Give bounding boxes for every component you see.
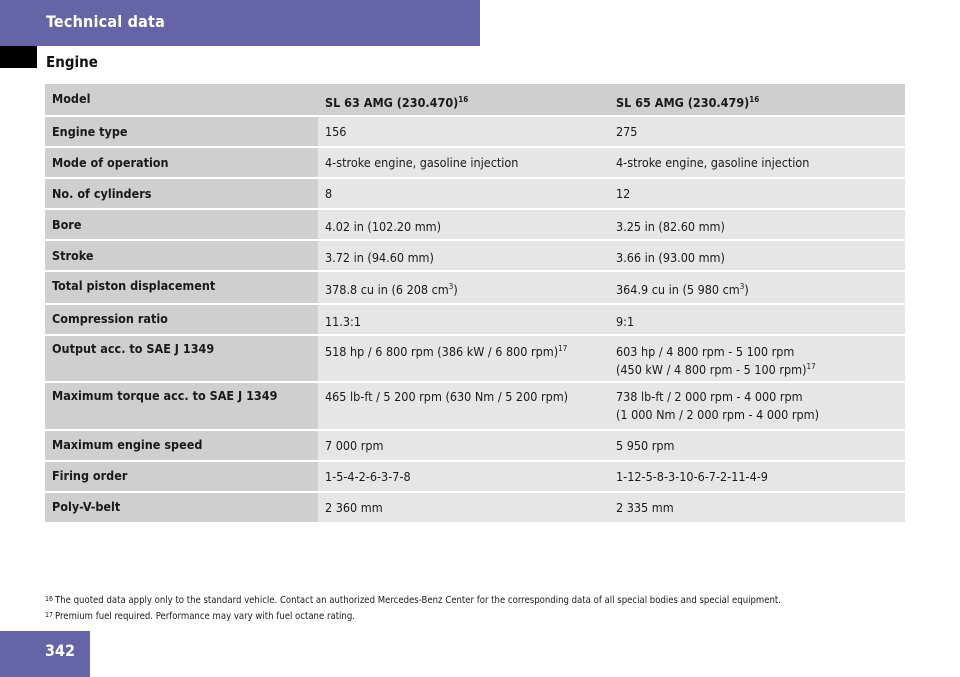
row-value-col1: 4.02 in (102.20 mm) (318, 210, 609, 239)
row-value-col1: 8 (318, 179, 609, 208)
row-label: Poly-V-belt (45, 493, 318, 522)
table-row (45, 493, 905, 522)
row-label: Maximum engine speed (45, 431, 318, 460)
row-value-col1: 1-5-4-2-6-3-7-8 (318, 462, 609, 491)
row-label: Maximum torque acc. to SAE J 1349 (45, 383, 318, 429)
table-row (45, 272, 905, 303)
row-value-col2: 364.9 cu in (5 980 $cm^3$) (609, 272, 905, 303)
chapter-title: Technical data (46, 12, 166, 31)
engine-spec-table (45, 82, 905, 524)
table-row (45, 117, 905, 146)
header-label: Model (45, 84, 318, 115)
header-col1: SL 63 AMG $(230.470)^{16}$ (318, 84, 609, 115)
row-value-col1: 11.3:1 (318, 305, 609, 334)
row-value-col2: 3.66 in (93.00 mm) (609, 241, 905, 270)
table-row (45, 462, 905, 491)
table-row (45, 336, 905, 381)
row-label: Bore (45, 210, 318, 239)
row-value-col2: 5 950 rpm (609, 431, 905, 460)
row-label: Total piston displacement (45, 272, 318, 303)
chapter-tab-marker (0, 46, 37, 68)
row-value-col1: 2 360 mm (318, 493, 609, 522)
row-label: Mode of operation (45, 148, 318, 177)
table-row (45, 305, 905, 334)
row-value-col1: 4-stroke engine, gasoline injection (318, 148, 609, 177)
row-value-col2: 1-12-5-8-3-10-6-7-2-11-4-9 (609, 462, 905, 491)
header-banner (0, 0, 480, 46)
row-label: Engine type (45, 117, 318, 146)
row-value-col2: 9:1 (609, 305, 905, 334)
header-col2: SL 65 AMG $(230.479)^{16}$ (609, 84, 905, 115)
row-value-col1: 156 (318, 117, 609, 146)
table-row (45, 241, 905, 270)
row-label: Output acc. to SAE J 1349 (45, 336, 318, 381)
table-row (45, 179, 905, 208)
row-value-col1: 7 000 rpm (318, 431, 609, 460)
row-label: Stroke (45, 241, 318, 270)
table-row (45, 383, 905, 429)
footnote: $^{17}$ Premium fuel required. Performance may vary with fuel octane rating. (45, 611, 355, 622)
row-value-col2: 3.25 in (82.60 mm) (609, 210, 905, 239)
page-number: 342 (45, 641, 76, 660)
row-value-col1: 465 lb-ft / 5 200 rpm (630 Nm / 5 200 rpm) (318, 383, 609, 429)
row-value-col2: 12 (609, 179, 905, 208)
row-label: No. of cylinders (45, 179, 318, 208)
section-title: Engine (46, 53, 98, 71)
footnote: $^{16}$ The quoted data apply only to the standard vehicle. Contact an authorized Mercedes-Benz Center for the corresponding data of all special bodies and special equipment. (45, 595, 781, 606)
table-row (45, 148, 905, 177)
row-value-col1: 3.72 in (94.60 mm) (318, 241, 609, 270)
table-row (45, 210, 905, 239)
row-value-col2: 2 335 mm (609, 493, 905, 522)
row-value-col2: 275 (609, 117, 905, 146)
footnotes (45, 593, 925, 625)
table-row (45, 431, 905, 460)
page-number-box (0, 631, 90, 677)
table-header-row (45, 84, 905, 115)
row-label: Firing order (45, 462, 318, 491)
row-value-col2: 603 hp / 4 800 rpm - 5 100 rpm (450 kW / 4 800 rpm - 5 100 rpm)$^{17}$ (609, 336, 905, 381)
row-value-col1: 518 hp / 6 800 rpm (386 kW / 6 800 rpm)$^{17}$ (318, 336, 609, 381)
row-label: Compression ratio (45, 305, 318, 334)
row-value-col2: 4-stroke engine, gasoline injection (609, 148, 905, 177)
row-value-col2: 738 lb-ft / 2 000 rpm - 4 000 rpm (1 000 Nm / 2 000 rpm - 4 000 rpm) (609, 383, 905, 429)
row-value-col1: 378.8 cu in (6 208 $cm^3$) (318, 272, 609, 303)
